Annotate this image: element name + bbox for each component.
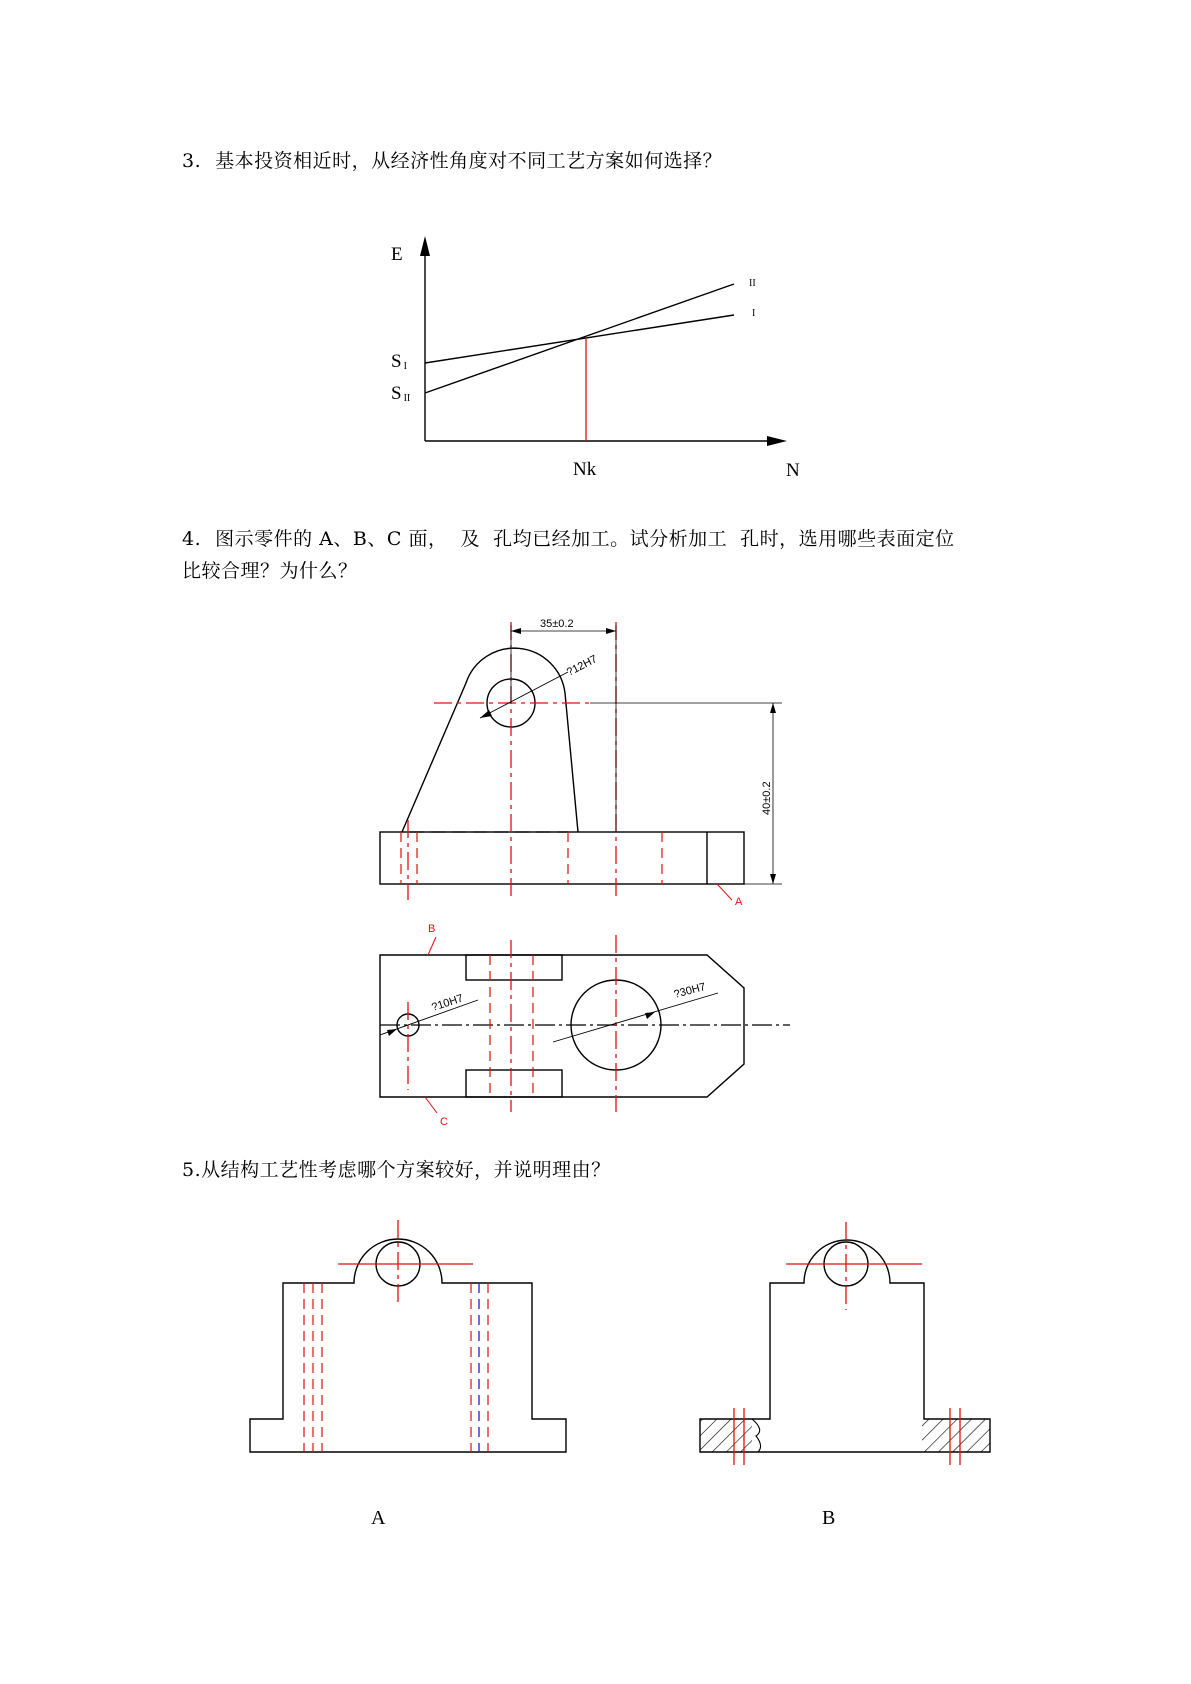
cost-chart xyxy=(391,236,800,481)
line-ii-label: II xyxy=(749,278,756,289)
surface-a-leader xyxy=(717,884,732,900)
scheme-a-outline xyxy=(250,1239,566,1452)
leader-arrow-large xyxy=(645,1012,655,1019)
top-hole-label: ?12H7 xyxy=(564,653,600,679)
x-axis-arrow xyxy=(767,436,787,446)
top-slot-upper xyxy=(466,955,562,980)
nk-label: Nk xyxy=(573,459,597,480)
surface-c-label: C xyxy=(440,1116,448,1128)
scheme-a-label: A xyxy=(371,1507,386,1529)
dim-40-label: 40±0.2 xyxy=(761,781,773,815)
x-axis-label: N xyxy=(786,460,800,481)
question-5-number: 5. xyxy=(182,1159,202,1181)
cost-line-i xyxy=(425,315,734,363)
s2-label: SII xyxy=(391,383,411,404)
y-axis-label: E xyxy=(391,244,403,265)
scheme-a-drawing xyxy=(250,1220,566,1452)
leader-arrow-small xyxy=(387,1029,397,1036)
question-3-text: 基本投资相近时，从经济性角度对不同工艺方案如何选择？ xyxy=(215,150,723,172)
question-4-text: 图示零件的 A、B、C 面， 及 孔均已经加工。试分析加工 孔时，选用哪些表面定位 xyxy=(215,528,955,550)
y-axis-arrow xyxy=(420,236,430,256)
small-hole-label: ?10H7 xyxy=(430,992,465,1014)
surface-b-leader xyxy=(428,937,436,955)
top-slot-lower xyxy=(466,1070,562,1097)
dim-arrow-l xyxy=(511,628,521,634)
scheme-b-hatch-right xyxy=(922,1419,990,1452)
scheme-b-drawing xyxy=(700,1222,990,1465)
dim-arrow-t xyxy=(770,703,776,713)
surface-a-label: A xyxy=(735,896,743,908)
base-outline xyxy=(380,832,744,884)
line-i-label: I xyxy=(752,308,756,319)
question-4-number: 4. xyxy=(182,528,202,550)
surface-b-label: B xyxy=(428,923,436,935)
surface-c-leader xyxy=(425,1097,437,1113)
scheme-b-label: B xyxy=(822,1507,836,1529)
scheme-b-break-line xyxy=(752,1419,761,1452)
dim-arrow-b xyxy=(770,874,776,884)
leader-arrow-top xyxy=(480,710,492,718)
part-top-view xyxy=(380,923,790,1128)
s1-label: S I xyxy=(391,351,407,372)
part-front-view xyxy=(380,618,782,908)
leader-top-hole xyxy=(480,672,568,718)
question-5-text: 从结构工艺性考虑哪个方案较好，并说明理由？ xyxy=(201,1159,611,1181)
bracket-outline xyxy=(402,648,578,832)
dim-35-label: 35±0.2 xyxy=(540,618,574,630)
question-3-number: 3. xyxy=(182,150,202,172)
large-hole-label: ?30H7 xyxy=(672,980,708,1001)
question-4-text-line2: 比较合理？为什么？ xyxy=(182,560,358,582)
dim-arrow-r xyxy=(606,628,616,634)
